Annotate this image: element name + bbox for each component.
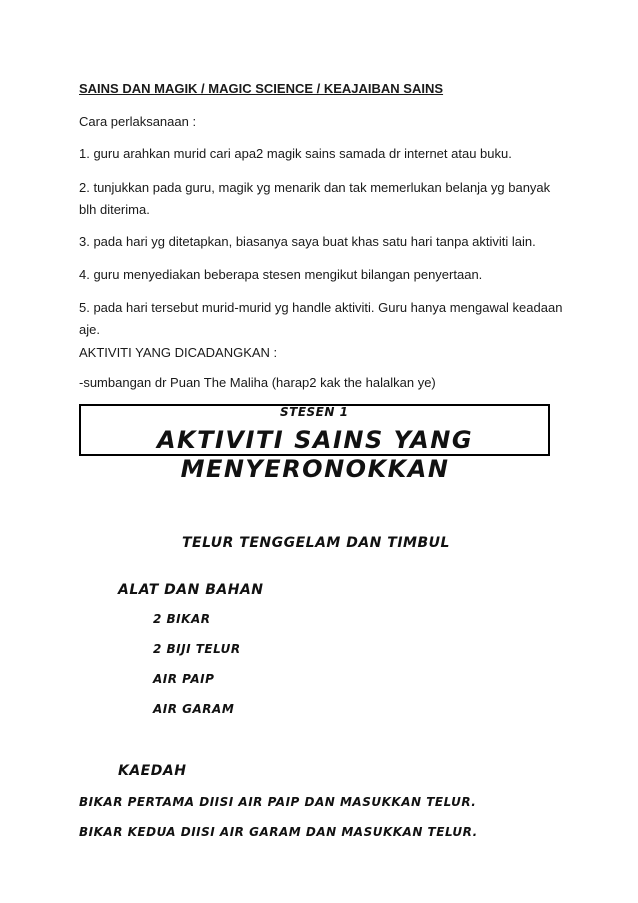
intro-text: Cara perlaksanaan :	[79, 114, 197, 129]
document-title: SAINS DAN MAGIK / MAGIC SCIENCE / KEAJAIBAN SAINS	[79, 81, 444, 96]
step-3: 3. pada hari yg ditetapkan, biasanya saya buat khas satu hari tanpa aktiviti lain.	[79, 234, 536, 249]
materials-heading: ALAT DAN BAHAN	[118, 582, 264, 598]
step-4: 4. guru menyediakan beberapa stesen mengikut bilangan penyertaan.	[79, 267, 483, 282]
experiment-title: TELUR TENGGELAM DAN TIMBUL	[182, 535, 450, 551]
step-2: 2. tunjukkan pada guru, magik yg menarik dan tak memerlukan belanja yg banyak blh diterima.	[79, 180, 551, 217]
material-item: 2 BIJI TELUR	[153, 642, 241, 656]
material-item: 2 BIKAR	[153, 612, 211, 626]
credit-text: -sumbangan dr Puan The Maliha (harap2 kak the halalkan ye)	[79, 375, 436, 390]
method-heading: KAEDAH	[118, 763, 187, 779]
station-title: AKTIVITI SAINS YANG MENYERONOKKAN	[156, 426, 474, 483]
aktiviti-heading: AKTIVITI YANG DICADANGKAN :	[79, 345, 278, 360]
step-1: 1. guru arahkan murid cari apa2 magik sains samada dr internet atau buku.	[79, 146, 512, 161]
method-step: BIKAR KEDUA DIISI AIR GARAM DAN MASUKKAN TELUR.	[79, 825, 478, 839]
step-5: 5. pada hari tersebut murid-murid yg handle aktiviti. Guru hanya mengawal keadaan aje.	[79, 300, 563, 337]
method-step: BIKAR PERTAMA DIISI AIR PAIP DAN MASUKKAN TELUR.	[79, 795, 477, 809]
material-item: AIR GARAM	[153, 702, 235, 716]
material-item: AIR PAIP	[153, 672, 215, 686]
station-label: STESEN 1	[280, 405, 349, 419]
